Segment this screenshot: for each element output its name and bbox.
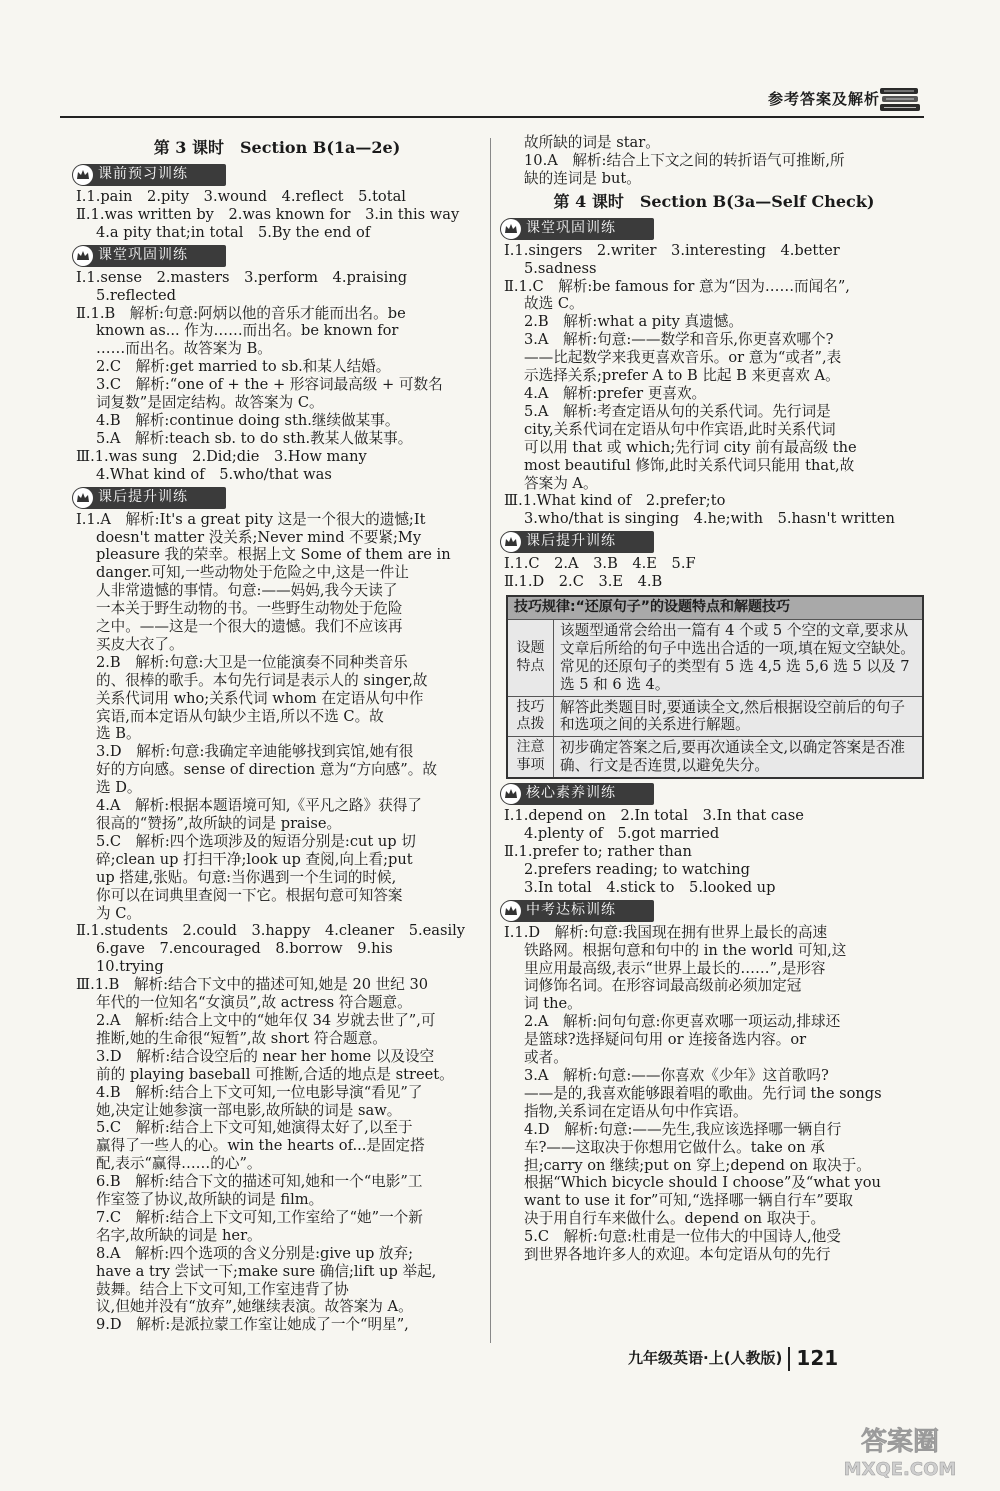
answer-line: 2.C 解析:get married to sb.和某人结婚。: [96, 358, 391, 376]
lesson-title: 第 4 课时 Section B(3a—Self Check): [553, 191, 875, 211]
answer-line: 6.B 解析:结合下文的描述可知,她和一个“电影”工: [96, 1173, 423, 1191]
answer-line: 4.a pity that;in total 5.By the end of: [96, 223, 371, 241]
answer-line: 议,但她并没有“放弃”,她继续表演。故答案为 A。: [96, 1298, 413, 1316]
answer-line: 铁路网。根据句意和句中的 in the world 可知,这: [524, 941, 847, 959]
answer-line: 4.D 解析:句意:——先生,我应该选择哪一辆自行: [524, 1120, 842, 1138]
answer-line: 担;carry on 继续;put on 穿上;depend on 取决于。: [524, 1156, 871, 1174]
crown-icon: [500, 531, 522, 553]
left-column: [76, 134, 478, 1334]
crown-icon: [72, 487, 94, 509]
answer-line: 之中。——这是一个很大的遗憾。我们不应该再: [96, 618, 403, 636]
answer-line: Ⅰ.1.C 2.A 3.B 4.E 5.F: [504, 555, 696, 573]
tip-row: [508, 736, 922, 777]
answer-line: Ⅲ.1.What kind of 2.prefer;to: [504, 492, 726, 510]
answer-line: 4.What kind of 5.who/that was: [96, 465, 332, 483]
answer-line: 故所缺的词是 star。: [524, 134, 660, 151]
answer-line: 5.C 解析:四个选项涉及的短语分别是:cut up 切: [96, 832, 416, 850]
section-heading: [500, 783, 654, 805]
answer-line: 10.trying: [96, 958, 164, 976]
answer-line: 的、很棒的歌手。本句先行词是表示人的 singer,故: [96, 671, 428, 689]
answer-line: 答案为 A。: [524, 474, 598, 492]
section-label: 课后提升训练: [526, 533, 616, 550]
tip-text: 初步确定答案之后,要再次通读全文,以确定答案是否准确、行文是否连贯,以避免失分。: [560, 739, 905, 775]
answer-line: 选 B。: [96, 725, 141, 743]
answer-line: 赢得了一些人的心。win the hearts of...是固定搭: [96, 1137, 425, 1155]
answer-line: 年代的一位知名“女演员”,故 actress 符合题意。: [96, 994, 412, 1012]
answer-line: 3.who/that is singing 4.he;with 5.hasn't written: [524, 510, 895, 528]
answer-line: 好的方向感。sense of direction 意为“方向感”。故: [96, 761, 437, 779]
answer-line: 一本关于野生动物的书。一些野生动物处于危险: [96, 600, 403, 618]
answer-line: 2.A 解析:结合上文中的“她年仅 34 岁就去世了”,可: [96, 1011, 436, 1029]
answer-line: 关系代词用 who;关系代词 whom 在定语从句中作: [96, 689, 424, 707]
section-label: 中考达标训练: [526, 901, 616, 918]
answer-line: 作室签了协议,故所缺的词是 film。: [96, 1191, 324, 1209]
answer-line: Ⅱ.1.students 2.could 3.happy 4.cleaner 5.easily: [76, 922, 466, 940]
answer-line: 4.A 解析:根据本题语境可知,《平凡之路》获得了: [96, 797, 422, 815]
answer-line: 4.A 解析:prefer 更喜欢。: [524, 384, 707, 402]
answer-line: 为 C。: [96, 904, 141, 922]
answer-line: 2.B 解析:what a pity 真遗憾。: [524, 313, 743, 331]
answer-line: 人非常遗憾的事情。句意:——妈妈,我今天读了: [96, 582, 398, 600]
answer-line: Ⅱ.1.D 2.C 3.E 4.B: [504, 573, 663, 591]
books-icon: [878, 84, 922, 116]
footer-divider: [788, 1347, 790, 1371]
answer-line: 5.sadness: [524, 259, 597, 277]
answer-line: known as... 作为……而出名。be known for: [96, 322, 399, 340]
answer-line: 示选择关系;prefer A to B 比起 B 来更喜欢 A。: [524, 367, 840, 385]
answer-line: 5.A 解析:考查定语从句的关系代词。先行词是: [524, 402, 831, 420]
right-column-top: [504, 134, 924, 591]
answer-line: Ⅱ.1.prefer to; rather than: [504, 843, 692, 860]
section-label: 课后提升训练: [98, 488, 188, 505]
answer-line: 推断,她的生命很“短暂”,故 short 符合题意。: [96, 1029, 387, 1047]
answer-line: 她,决定让她参演一部电影,故所缺的词是 saw。: [96, 1101, 402, 1119]
answer-line: 缺的连词是 but。: [524, 169, 641, 187]
answer-line: 鼓舞。结合上下文可知,工作室违背了协: [96, 1280, 349, 1298]
answer-line: 6.gave 7.encouraged 8.borrow 9.his: [96, 940, 393, 958]
section-heading: [500, 900, 654, 922]
answer-line: 到世界各地许多人的欢迎。本句定语从句的先行: [524, 1246, 831, 1264]
answer-line: 根据“Which bicycle should I choose”及“what you: [524, 1174, 881, 1192]
answer-line: 5.A 解析:teach sb. to do sth.教某人做某事。: [96, 429, 413, 447]
answer-line: Ⅰ.1.depend on 2.In total 3.In that case: [504, 807, 804, 825]
answer-line: 3.C 解析:“one of + the + 形容词最高级 + 可数名: [96, 376, 443, 394]
answer-line: Ⅱ.1.B 解析:句意:阿炳以他的音乐才能而出名。be: [76, 304, 406, 322]
answer-line: 3.D 解析:结合设空后的 near her home 以及设空: [96, 1047, 435, 1065]
answer-line: 指物,关系词在定语从句中作宾语。: [524, 1102, 748, 1120]
answer-line: city,关系代词在定语从句中作宾语,此时关系代词: [524, 420, 836, 438]
answer-line: ——比起数学来我更喜欢音乐。or 意为“或者”,表: [524, 349, 842, 367]
answer-line: have a try 尝试一下;make sure 确信;lift up 举起,: [96, 1262, 437, 1280]
crown-icon: [500, 218, 522, 240]
answer-line: 2.B 解析:句意:大卫是一位能演奏不同种类音乐: [96, 653, 408, 671]
answer-line: 3.D 解析:句意:我确定辛迪能够找到宾馆,她有很: [96, 743, 414, 761]
answer-line: 词复数”是固定结构。故答案为 C。: [96, 394, 324, 412]
tip-row: [508, 696, 922, 737]
answer-line: 可以用 that 或 which;先行词 city 前有最高级 the: [524, 438, 857, 456]
answer-line: 选 D。: [96, 779, 142, 797]
answer-line: 3.A 解析:句意:——数学和音乐,你更喜欢哪个?: [524, 331, 834, 349]
tip-text: 解答此类题目时,要通读全文,然后根据设空前后的句子和选项之间的关系进行解题。: [560, 698, 905, 734]
section-heading: [72, 164, 226, 186]
right-column: [504, 134, 924, 1264]
section-label: 课堂巩固训练: [526, 219, 616, 236]
answer-line: 故选 C。: [524, 295, 584, 313]
answer-line: 3.In total 4.stick to 5.looked up: [524, 878, 776, 896]
tip-label: 设题特点: [508, 620, 554, 696]
watermark-logo: [820, 1420, 980, 1482]
crown-icon: [500, 783, 522, 805]
answer-line: 你可以在词典里查阅一下它。根据句意可知答案: [96, 886, 403, 904]
answer-line: 5.C 解析:结合上下文可知,她演得太好了,以至于: [96, 1119, 413, 1137]
tip-text: 该题型通常会给出一篇有 4 个或 5 个空的文章,要求从文章后所给的句子中选出合适的一项,填在短文空缺处。常见的还原句子的类型有 5 选 4,5 选 5,6 选 5 以及 7 选 5 和 6 选 4。: [560, 621, 915, 693]
crown-icon: [72, 164, 94, 186]
answer-line: 决于用自行车来做什么。depend on 取决于。: [524, 1210, 826, 1228]
answer-line: doesn't matter 没关系;Never mind 不要紧;My: [96, 528, 422, 546]
answer-line: 配,表示“赢得……的心”。: [96, 1155, 262, 1173]
answer-line: 是篮球?选择疑问句用 or 连接备选内容。or: [524, 1031, 807, 1049]
section-heading: [72, 245, 226, 267]
answer-line: 10.A 解析:结合上下文之间的转折语气可推断,所: [524, 151, 845, 169]
answer-line: 车?——这取决于你想用它做什么。take on 承: [524, 1138, 825, 1156]
column-divider: [490, 138, 491, 1343]
section-label: 课堂巩固训练: [98, 246, 188, 263]
answer-line: Ⅰ.1.singers 2.writer 3.interesting 4.better: [504, 241, 840, 259]
answer-line: 宾语,而本定语从句缺少主语,所以不选 C。故: [96, 707, 384, 725]
answer-line: 9.D 解析:是派拉蒙工作室让她成了一个“明星”,: [96, 1316, 409, 1334]
answer-line: 4.B 解析:结合上下文可知,一位电影导演“看见”了: [96, 1083, 423, 1101]
answer-line: 5.C 解析:句意:杜甫是一位伟大的中国诗人,他受: [524, 1228, 841, 1246]
svg-text:答案圈: 答案圈: [860, 1427, 940, 1457]
answer-line: 4.plenty of 5.got married: [524, 825, 720, 843]
answer-line: 5.reflected: [96, 286, 176, 304]
header-title: 参考答案及解析: [768, 90, 881, 108]
answer-line: 名字,故所缺的词是 her。: [96, 1226, 262, 1244]
page-footer: [628, 1347, 838, 1371]
section-heading: [500, 531, 654, 553]
section-heading: [500, 218, 654, 240]
answer-line: 很高的“赞扬”,故所缺的词是 praise。: [96, 815, 342, 832]
lesson-title: 第 3 课时 Section B(1a—2e): [153, 138, 401, 157]
section-label: 核心素养训练: [526, 785, 616, 802]
answer-line: up 搭建,张贴。句意:当你遇到一个生词的时候,: [96, 868, 397, 886]
answer-line: danger.可知,一些动物处于危险之中,这是一件让: [96, 564, 409, 582]
answer-line: Ⅰ.1.pain 2.pity 3.wound 4.reflect 5.total: [76, 188, 406, 205]
tip-row: [508, 620, 922, 696]
answer-line: 8.A 解析:四个选项的含义分别是:give up 放弃;: [96, 1244, 414, 1262]
section-heading: [72, 487, 226, 509]
answer-line: 碎;clean up 打扫干净;look up 查阅,向上看;put: [96, 850, 413, 868]
page-number: 121: [796, 1346, 839, 1371]
answer-line: Ⅰ.1.sense 2.masters 3.perform 4.praising: [76, 268, 408, 286]
answer-line: Ⅰ.1.D 解析:句意:我国现在拥有世界上最长的高速: [504, 923, 828, 941]
answer-line: most beautiful 修饰,此时关系代词只能用 that,故: [524, 456, 855, 474]
section-label: 课前预习训练: [98, 166, 188, 183]
answer-line: 4.B 解析:continue doing sth.继续做某事。: [96, 411, 400, 429]
tip-label: 技巧点拨: [508, 697, 554, 737]
footer-book: 九年级英语·上(人教版): [628, 1349, 783, 1368]
answer-line: Ⅱ.1.was written by 2.was known for 3.in this way: [76, 205, 460, 223]
answer-line: 3.A 解析:句意:——你喜欢《少年》这首歌吗?: [524, 1066, 829, 1084]
answer-line: 买皮大衣了。: [96, 635, 184, 653]
tip-box: [506, 595, 924, 779]
right-column-bottom: [504, 783, 924, 1264]
answer-line: 词修饰名词。在形容词最高级前必须加定冠: [524, 977, 802, 995]
answer-line: 2.A 解析:问句句意:你更喜欢哪一项运动,排球还: [524, 1013, 841, 1031]
answer-line: 前的 playing baseball 可推断,合适的地点是 street。: [96, 1065, 454, 1083]
answer-line: 2.prefers reading; to watching: [524, 860, 750, 878]
answer-line: Ⅱ.1.C 解析:be famous for 意为“因为……而闻名”,: [504, 277, 850, 295]
svg-text:MXQE.COM: MXQE.COM: [843, 1459, 957, 1480]
answer-line: pleasure 我的荣幸。根据上文 Some of them are in: [96, 546, 451, 564]
tip-rows: [508, 620, 922, 777]
crown-icon: [72, 245, 94, 267]
answer-line: ——是的,我喜欢能够跟着唱的歌曲。先行词 the songs: [524, 1084, 882, 1102]
tip-label: 注意事项: [508, 737, 554, 777]
header-rule: [60, 116, 924, 118]
answer-line: 或者。: [524, 1049, 568, 1067]
answer-line: Ⅲ.1.was sung 2.Did;die 3.How many: [76, 447, 367, 465]
answer-line: 里应用最高级,表示“世界上最长的……”,是形容: [524, 959, 826, 977]
crown-icon: [500, 900, 522, 922]
page-header: [0, 0, 1000, 140]
answer-line: 7.C 解析:结合上下文可知,工作室给了“她”一个新: [96, 1208, 423, 1226]
answer-line: 词 the。: [524, 995, 582, 1013]
answer-line: want to use it for”可知,“选择哪一辆自行车”要取: [524, 1192, 854, 1210]
answer-line: Ⅰ.1.A 解析:It's a great pity 这是一个很大的遗憾;It: [76, 510, 426, 528]
answer-line: ……而出名。故答案为 B。: [96, 340, 272, 358]
answer-line: Ⅲ.1.B 解析:结合下文中的描述可知,她是 20 世纪 30: [76, 976, 429, 994]
tip-title: 技巧规律:“还原句子”的设题特点和解题技巧: [508, 597, 922, 620]
